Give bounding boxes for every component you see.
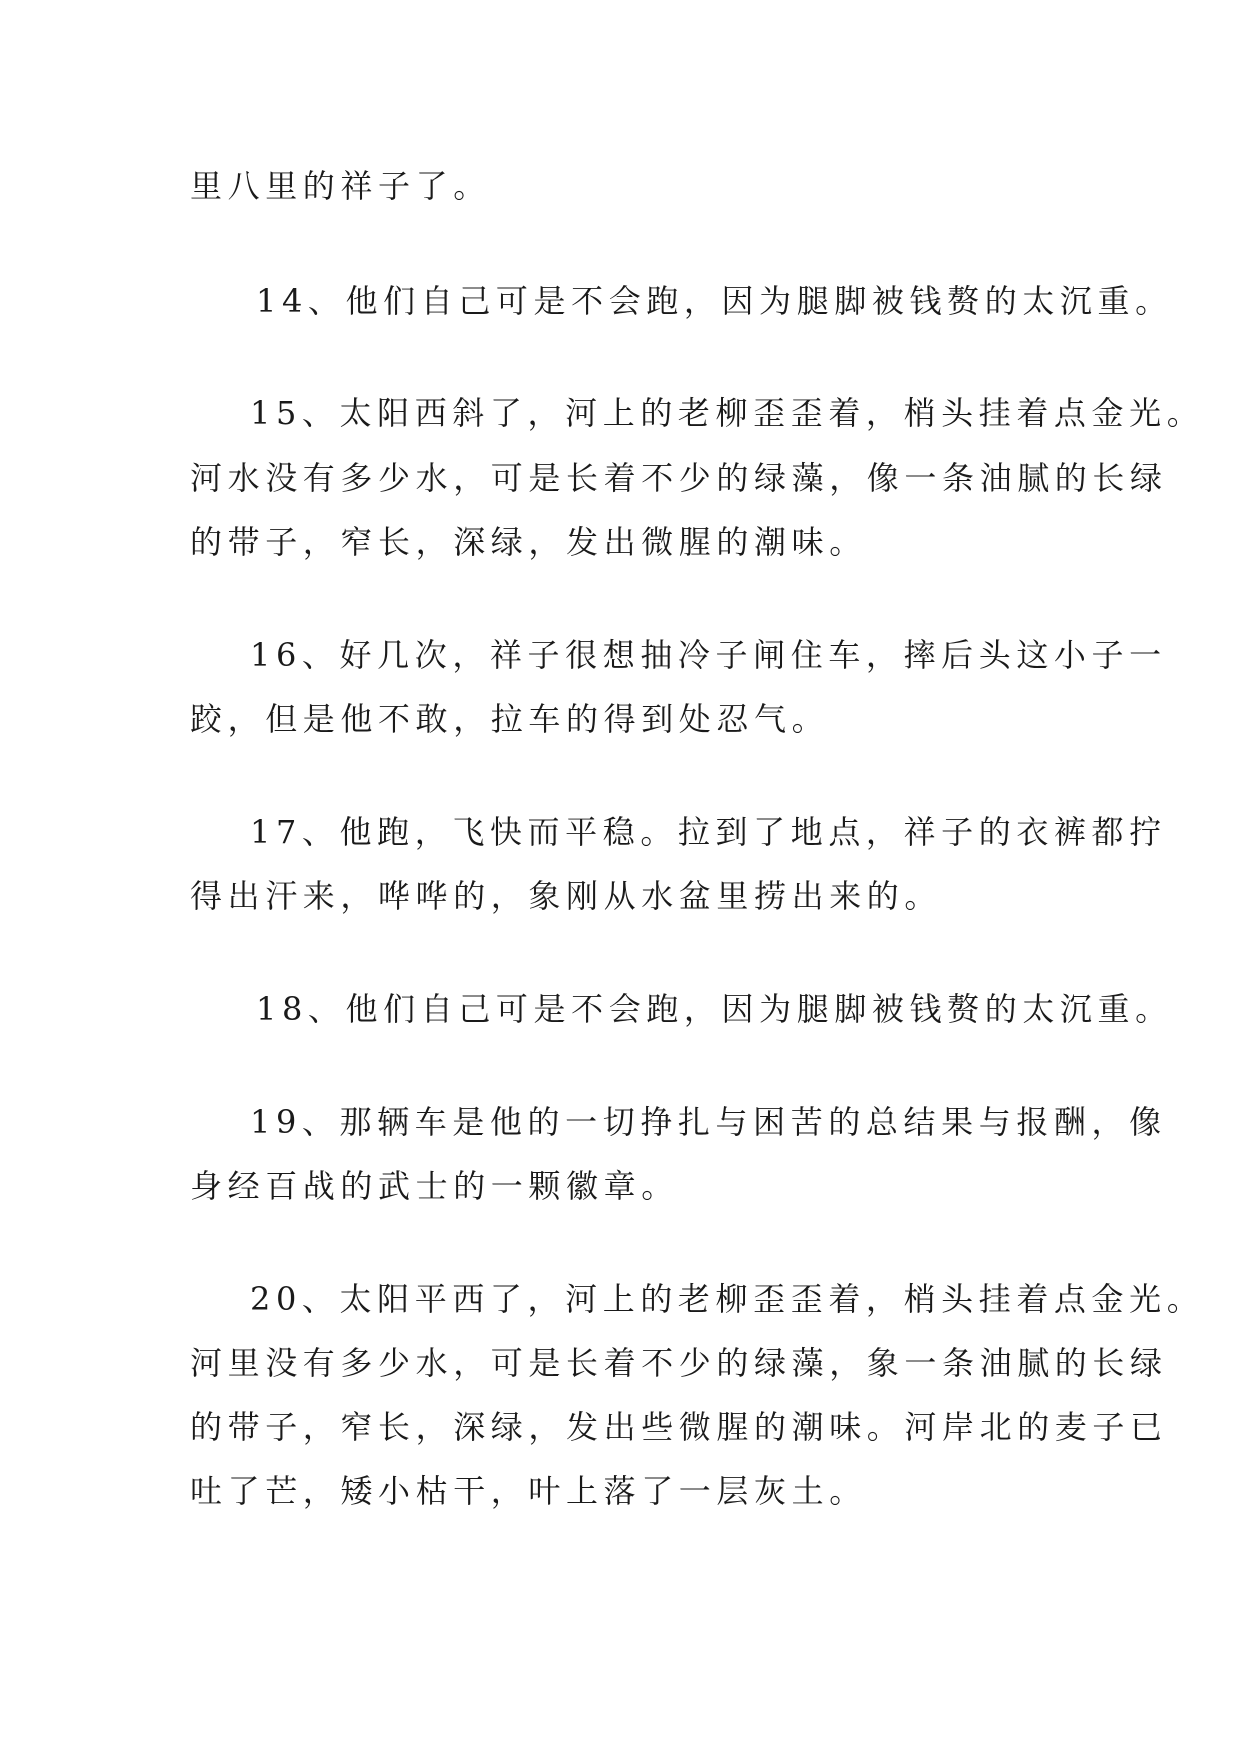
paragraph-20-line-3: 的带子，窄长，深绿，发出些微腥的潮味。河岸北的麦子已 — [190, 1408, 1168, 1446]
paragraph-19-line-1: 19、那辆车是他的一切挣扎与困苦的总结果与报酬，像 — [250, 1103, 1167, 1141]
paragraph-15-line-1: 15、太阳西斜了，河上的老柳歪歪着，梢头挂着点金光。 — [250, 394, 1205, 432]
paragraph-19-line-2: 身经百战的武士的一颗徽章。 — [190, 1167, 679, 1205]
paragraph-13-line-2: 里八里的祥子了。 — [190, 167, 491, 205]
paragraph-16-line-2: 跤，但是他不敢，拉车的得到处忍气。 — [190, 700, 830, 738]
paragraph-18-line-1: 18、他们自己可是不会跑，因为腿脚被钱赘的太沉重。 — [256, 990, 1173, 1028]
paragraph-20-line-1: 20、太阳平西了，河上的老柳歪歪着，梢头挂着点金光。 — [250, 1280, 1205, 1318]
paragraph-15-line-3: 的带子，窄长，深绿，发出微腥的潮味。 — [190, 523, 867, 561]
paragraph-16-line-1: 16、好几次，祥子很想抽冷子闸住车，摔后头这小子一 — [250, 636, 1167, 674]
paragraph-20-line-2: 河里没有多少水，可是长着不少的绿藻，象一条油腻的长绿 — [190, 1344, 1168, 1382]
paragraph-14-line-1: 14、他们自己可是不会跑，因为腿脚被钱赘的太沉重。 — [256, 282, 1173, 320]
paragraph-15-line-2: 河水没有多少水，可是长着不少的绿藻，像一条油腻的长绿 — [190, 459, 1168, 497]
paragraph-20-line-4: 吐了芒，矮小枯干，叶上落了一层灰土。 — [190, 1472, 867, 1510]
paragraph-17-line-1: 17、他跑，飞快而平稳。拉到了地点，祥子的衣裤都拧 — [250, 813, 1167, 851]
paragraph-17-line-2: 得出汗来，哗哗的，象刚从水盆里捞出来的。 — [190, 877, 943, 915]
